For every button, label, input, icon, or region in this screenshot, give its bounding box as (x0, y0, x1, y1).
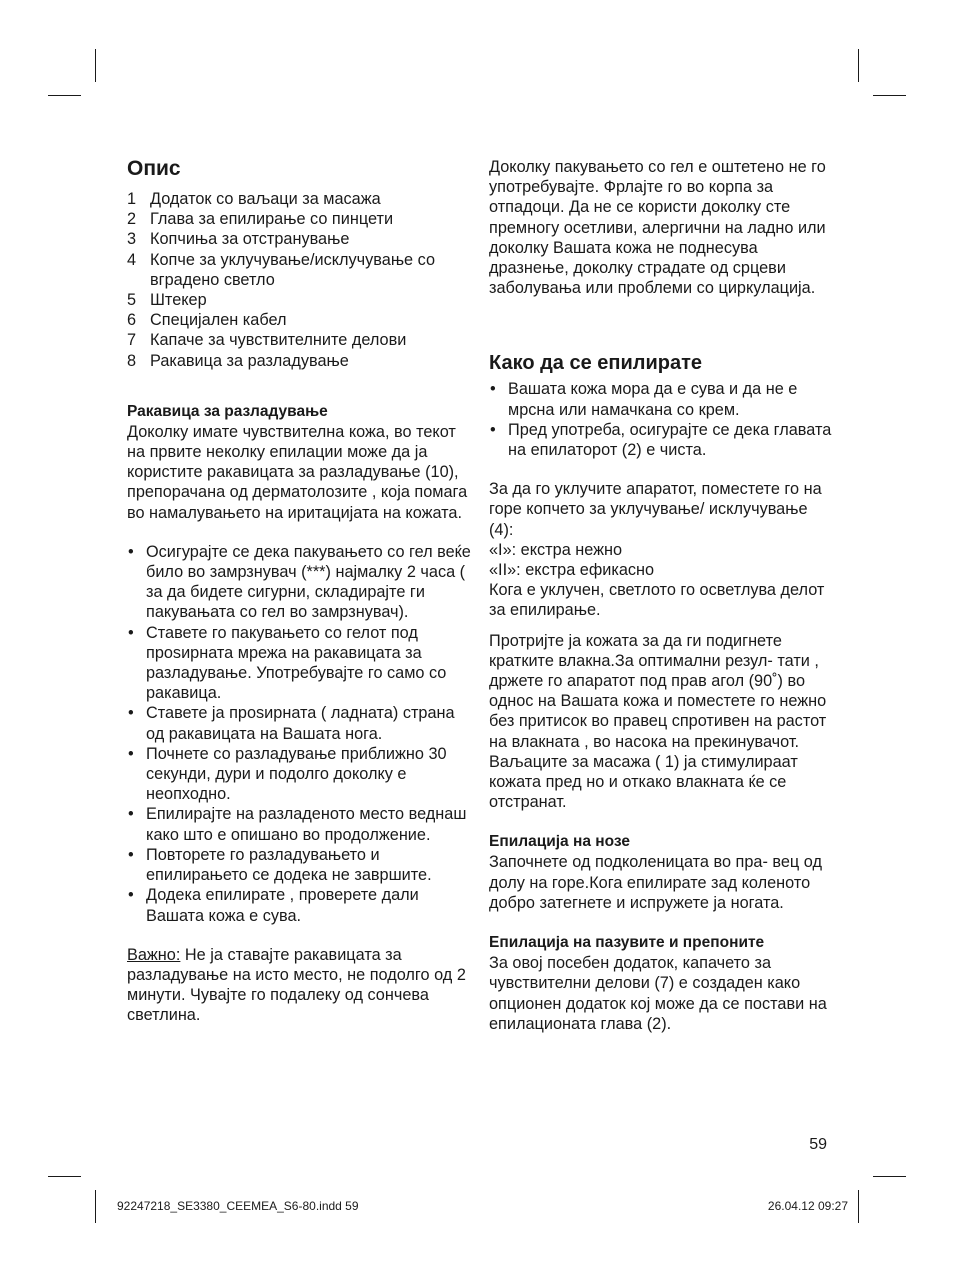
legs-heading: Епилација на нозе (489, 833, 631, 851)
rub-paragraph: Протријте ја кожата за да ги подигнете кратките влакна.За оптимални резул- тати , држете го апаратот под прав агол (90˚) во однос на Вашата кожа и поместете го нежно без притисок во правец спротивен на растот на влакната , во насока на прекинувачот. Ваљаците за масажа ( 1) ја стимулираат кожата пред но и откако влакната ќе се отстранат. (489, 631, 827, 812)
list-item: • Епилирајте на разладеното место веднаш како што е опишано во продолжение. (127, 804, 472, 844)
crop-mark (95, 49, 96, 82)
crop-mark (858, 49, 859, 82)
legs-paragraph: Започнете од подколеницата во пра- вец од долу на горе.Кога епилирате зад коленото добро затегнете и испружете ја ногата. (489, 853, 822, 912)
list-item: • Почнете со разладување приближно 30 секунди, дури и подолго доколку е неопходно. (127, 744, 472, 805)
crop-mark (858, 1190, 859, 1223)
list-item: 8 Ракавица за разладување (127, 351, 349, 370)
list-item: 2 Глава за епилирање со пинцети (127, 210, 394, 229)
glove-paragraph: Доколку имате чувствителна кожа, во текот на првите неколку епилации може да ја користите ракавицата за разладување (10), препорачана од дерматолозите , која помага во намалувањето на иритацијата на кожата. (127, 422, 468, 522)
list-item: 4 Копче за уклучување/исклучување со вградено светло (127, 250, 436, 289)
switch-line: «II»: екстра ефикасно (489, 561, 655, 580)
list-item: 6 Специјален кабел (127, 311, 287, 330)
switch-line: Кога е уклучен, светлото го осветлува делот за епилирање. (489, 581, 825, 620)
switch-instructions (489, 479, 834, 620)
footer-date: 26.04.12 09:27 (767, 1199, 848, 1213)
list-item: • Вашата кожа мора да е сува и да не е мрсна или намачкана со крем. (489, 379, 834, 419)
right-column (489, 157, 834, 1034)
footer-file: 92247218_SE3380_CEEMEA_S6-80.indd 59 (117, 1199, 359, 1213)
important-note (127, 945, 472, 1026)
switch-line: За да го уклучите апаратот, поместете го на горе копчето за уклучување/ исклучување (4): (489, 480, 822, 539)
description-title: Опис (127, 157, 181, 180)
crop-mark (873, 95, 906, 96)
crop-mark (48, 1176, 81, 1177)
underarm-heading: Епилација на пазувите и препоните (489, 934, 765, 952)
left-column (127, 157, 472, 1026)
page-number: 59 (809, 1136, 827, 1153)
parts-list (127, 189, 472, 371)
list-item: • Осигурајте се дека пакувањето со гел веќе било во замрзнувач (***) најмалку 2 часа ( за да бидете сигурни, складирајте ги пакувањата со гел во замрзнувач). (127, 542, 472, 623)
how-to-title: Како да се епилирате (489, 352, 703, 375)
list-item: • Ставете ја проѕирната ( ладната) страна од ракавицата на Вашата нога. (127, 703, 472, 743)
list-item: • Ставете го пакувањето со гелот под проѕирната мрежа на ракавицата за разладување. Употребувајте го само со ракавица. (127, 623, 472, 704)
list-item: • Пред употреба, осигурајте се дека главата на епилаторот (2) е чиста. (489, 420, 834, 460)
switch-line: «I»: екстра нежно (489, 540, 623, 559)
glove-heading: Ракавица за разладување (127, 402, 328, 420)
crop-mark (95, 1190, 96, 1223)
underarm-paragraph: За овој посебен додаток, капачето за чувствителни делови (7) е создаден како опционен додаток кој може да се постави на епилационата глава (2). (489, 954, 827, 1033)
how-to-bullets (489, 379, 834, 460)
list-item: • Додека епилирате , проверете дали Вашата кожа е сува. (127, 885, 472, 925)
list-item: • Повторете го разладувањето и епилирањето се додека не завршите. (127, 845, 472, 885)
warning-paragraph: Доколку пакувањето со гел е оштетено не го употребувајте. Фрлајте го во корпа за отпадоци. Да не се користи доколку сте премногу осетливи, алергични на ладно или доколку Вашата кожа не поднесува дразнење, доколку страдате од срцеви заболувања или проблеми со циркулација. (489, 158, 826, 298)
list-item: 3 Копчиња за отстранување (127, 230, 350, 249)
important-label: Важно: (127, 945, 181, 964)
list-item: 5 Штекер (127, 291, 207, 310)
crop-mark (873, 1176, 906, 1177)
important-text: Не ја ставајте ракавицата за разладување на исто место, не подолго од 2 минути. Чувајте го подалеку од сончева светлина. (127, 945, 466, 1025)
list-item: 1 Додаток со ваљаци за масажа (127, 190, 381, 208)
list-item: 7 Капаче за чувствителните делови (127, 331, 407, 350)
glove-bullets (127, 542, 472, 926)
crop-mark (48, 95, 81, 96)
